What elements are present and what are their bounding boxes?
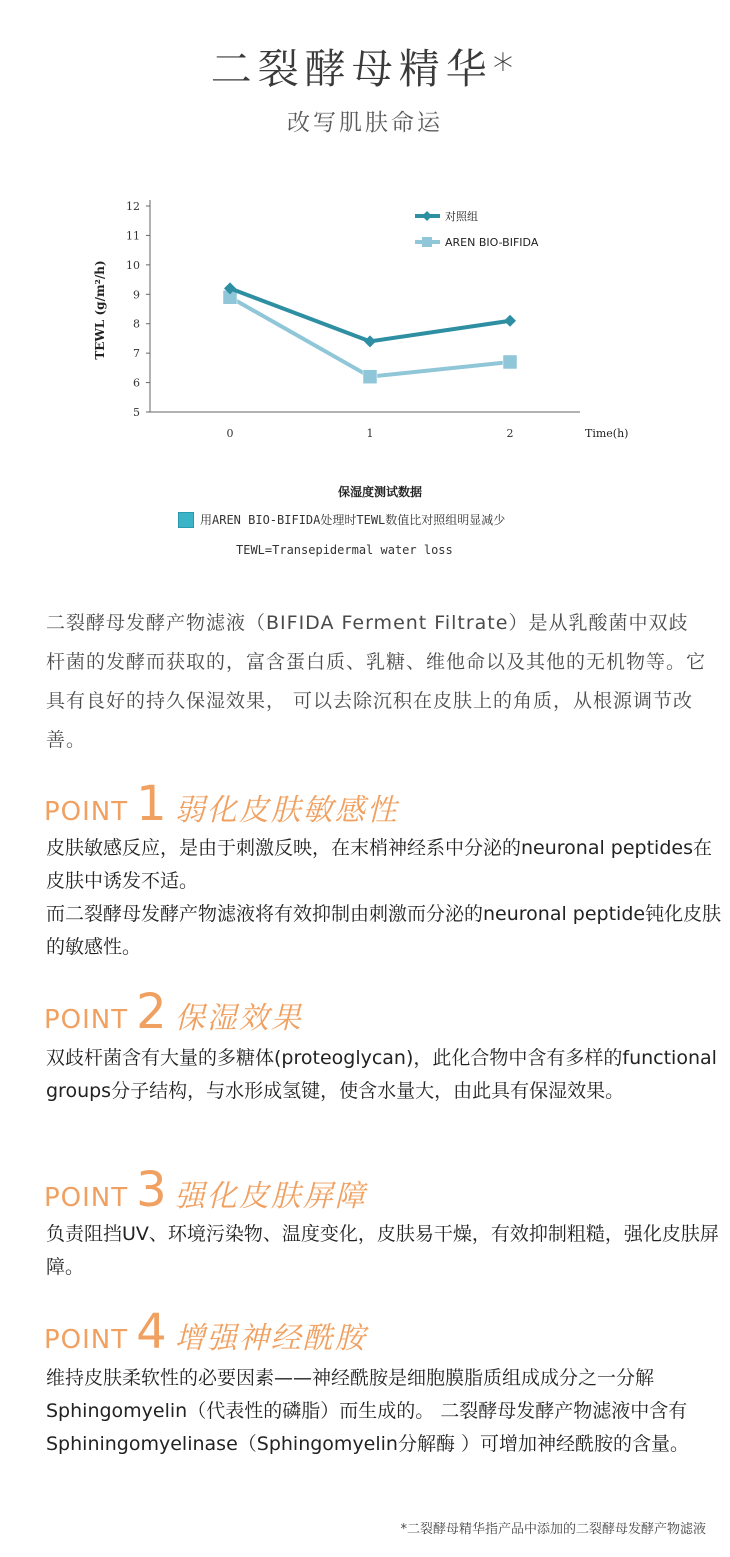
point-3-heading [44, 1162, 367, 1218]
point-4-body [46, 1362, 726, 1461]
point-paragraph: 双歧杆菌含有大量的多糖体(proteoglycan)，此化合物中含有多样的functional groups分子结构，与水形成氢键，使含水量大，由此具有保湿效果。 [46, 1047, 717, 1102]
point-word: POINT [44, 797, 129, 827]
point-2-heading [44, 984, 303, 1040]
legend-label: AREN BIO-BIFIDA [445, 236, 539, 249]
x-tick-label: 2 [506, 427, 514, 440]
y-tick-label: 9 [133, 288, 140, 302]
point-word: POINT [44, 1325, 129, 1355]
point-word: POINT [44, 1183, 129, 1213]
point-title: 增强神经酰胺 [174, 1321, 367, 1356]
y-tick-label: 7 [133, 347, 140, 361]
series-point [503, 355, 517, 369]
chart-title: 保湿度测试数据 [337, 485, 422, 499]
y-tick-label: 5 [133, 406, 140, 419]
y-tick-label: 12 [126, 200, 140, 213]
point-2-body [46, 1042, 726, 1108]
point-3-body [46, 1218, 726, 1284]
y-tick-label: 6 [133, 376, 140, 390]
point-number: 2 [136, 984, 167, 1040]
chart-xlabel: Time(h) [585, 427, 629, 440]
series-point [364, 335, 376, 347]
y-tick-label: 11 [126, 229, 140, 243]
point-number: 4 [136, 1304, 167, 1360]
y-tick-label: 10 [126, 258, 140, 272]
chart-ylabel: TEWL (g/m²/h) [93, 260, 107, 360]
point-paragraph: 而二裂酵母发酵产物滤液将有效抑制由刺激而分泌的neuronal peptide钝化皮肤的敏感性。 [46, 903, 722, 958]
point-title: 强化皮肤屏障 [174, 1179, 367, 1214]
point-word: POINT [44, 1005, 129, 1035]
point-1-heading [44, 776, 399, 832]
chart-note [178, 511, 505, 528]
point-number: 3 [136, 1162, 167, 1218]
chart-abbreviation: TEWL=Transepidermal water loss [236, 543, 453, 557]
point-1-body [46, 832, 726, 964]
hero-subtitle: 改写肌肤命运 [287, 110, 443, 136]
x-tick-label: 0 [226, 427, 234, 440]
point-title: 弱化皮肤敏感性 [174, 793, 399, 828]
series-point [363, 370, 377, 384]
point-paragraph: 负责阻挡UV、环境污染物、温度变化，皮肤易干燥，有效抑制粗糙，强化皮肤屏障。 [46, 1223, 719, 1278]
legend-label: 对照组 [445, 210, 478, 223]
point-4-heading [44, 1304, 367, 1360]
point-number: 1 [136, 776, 167, 832]
series-line [230, 288, 510, 341]
footnote: *二裂酵母精华指产品中添加的二裂酵母发酵产物滤液 [400, 1522, 706, 1537]
tewl-line-chart [90, 190, 650, 450]
point-paragraph: 皮肤敏感反应，是由于刺激反映，在末梢神经系中分泌的neuronal peptides在皮肤中诱发不适。 [46, 837, 712, 892]
legend-marker-icon [422, 237, 432, 247]
x-tick-label: 1 [366, 427, 374, 440]
y-tick-label: 8 [133, 317, 140, 331]
series-point [504, 315, 516, 327]
point-title: 保湿效果 [174, 1001, 303, 1036]
legend-marker-icon [422, 211, 432, 221]
hero-title: 二裂酵母精华* [210, 45, 520, 93]
intro-paragraph: 二裂酵母发酵产物滤液（BIFIDA Ferment Filtrate）是从乳酸菌中双歧杆菌的发酵而获取的，富含蛋白质、乳糖、维他命以及其他的无机物等。它具有良好的持久保湿效果， 可以去除沉积在皮肤上的角质，从根源调节改善。 [46, 612, 707, 751]
point-paragraph: 维持皮肤柔软性的必要因素——神经酰胺是细胞膜脂质组成成分之一分解Sphingomyelin（代表性的磷脂）而生成的。 二裂酵母发酵产物滤液中含有Sphiningomyelinase（Sphingomyelin分解酶 ）可增加神经酰胺的含量。 [46, 1367, 690, 1455]
legend-swatch-icon [178, 512, 194, 528]
chart-note-text: 用AREN BIO-BIFIDA处理时TEWL数值比对照组明显减少 [200, 513, 506, 527]
